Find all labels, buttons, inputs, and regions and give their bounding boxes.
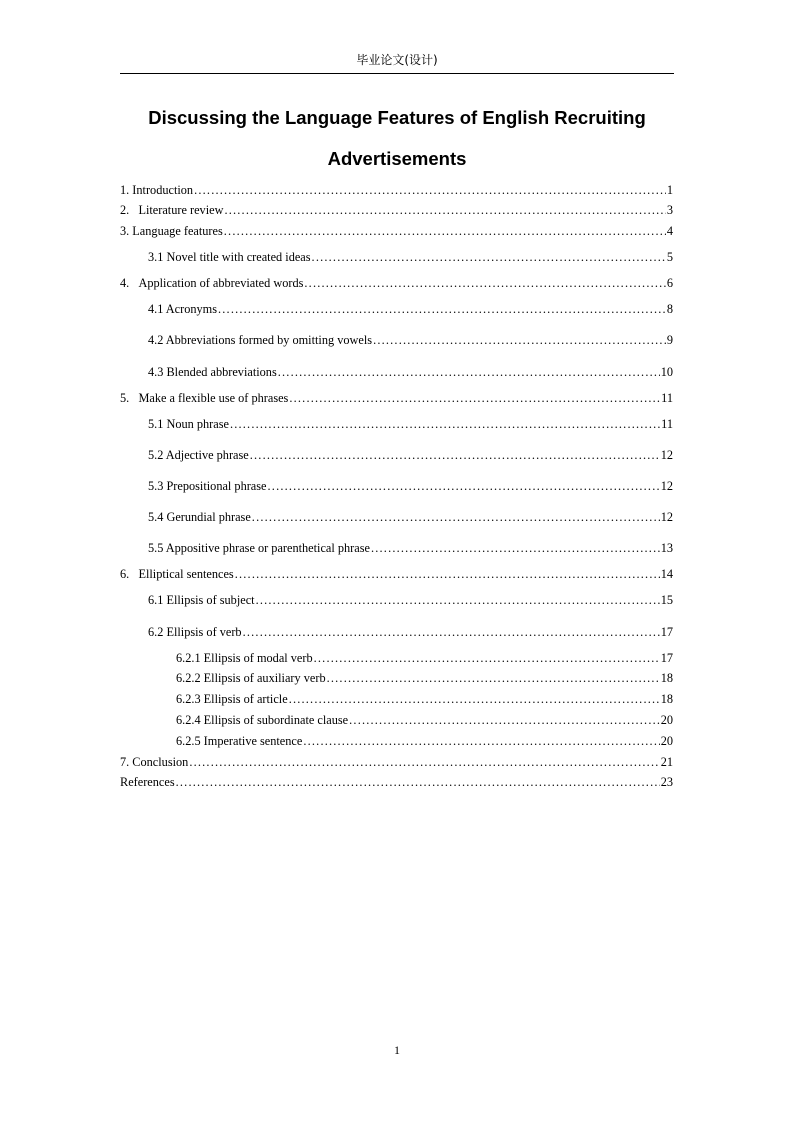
toc-entry-imperative-sentence[interactable] [176, 734, 673, 749]
toc-dot-leader [268, 479, 660, 494]
toc-dot-leader [312, 250, 666, 265]
toc-entry-omitting-vowels[interactable] [148, 333, 673, 348]
toc-entry-adjective-phrase[interactable] [148, 448, 673, 463]
toc-entry-page: 4 [666, 224, 673, 238]
toc-dot-leader [235, 567, 660, 582]
toc-entry-page: 12 [660, 479, 673, 493]
toc-entry-page: 20 [660, 734, 673, 748]
toc-entry-label: 4.1 Acronyms [148, 302, 217, 316]
toc-dot-leader [189, 755, 659, 770]
toc-entry-page: 6 [666, 276, 673, 290]
toc-entry-label: 6.2 Ellipsis of verb [148, 625, 242, 639]
toc-entry-page: 18 [660, 671, 673, 685]
toc-dot-leader [289, 391, 660, 406]
toc-entry-page: 12 [660, 448, 673, 462]
toc-entry-ellipsis-verb[interactable] [148, 625, 673, 640]
toc-entry-gerundial-phrase[interactable] [148, 510, 673, 525]
toc-entry-flexible-phrases[interactable] [120, 391, 673, 406]
toc-entry-label: 4.2 Abbreviations formed by omitting vowels [148, 333, 373, 347]
toc-entry-noun-phrase[interactable] [148, 417, 673, 432]
toc-entry-label: 1. Introduction [120, 183, 194, 197]
toc-dot-leader [230, 417, 660, 432]
toc-entry-label: 6. Elliptical sentences [120, 567, 234, 581]
toc-entry-label: 4. Application of abbreviated words [120, 276, 304, 290]
toc-entry-page: 8 [666, 302, 673, 316]
toc-entry-references[interactable] [120, 775, 673, 790]
toc-entry-page: 10 [660, 365, 673, 379]
toc-entry-ellipsis-article[interactable] [176, 692, 673, 707]
toc-entry-blended-abbreviations[interactable] [148, 365, 673, 380]
toc-entry-elliptical-sentences[interactable] [120, 567, 673, 582]
document-title-line-2: Advertisements [327, 148, 467, 169]
toc-entry-page: 14 [660, 567, 673, 581]
toc-dot-leader [327, 671, 660, 686]
toc-entry-abbreviated-words[interactable] [120, 276, 673, 291]
toc-entry-page: 23 [660, 775, 673, 789]
toc-entry-label: 2. Literature review [120, 203, 224, 217]
toc-dot-leader [224, 203, 665, 218]
toc-entry-ellipsis-auxiliary-verb[interactable] [176, 671, 673, 686]
toc-entry-page: 5 [666, 250, 673, 264]
toc-dot-leader [252, 510, 660, 525]
toc-dot-leader [218, 302, 666, 317]
toc-entry-label: 5.3 Prepositional phrase [148, 479, 267, 493]
toc-entry-page: 21 [660, 755, 673, 769]
header-rule [120, 73, 674, 74]
toc-entry-novel-title[interactable] [148, 250, 673, 265]
toc-dot-leader [371, 541, 660, 556]
toc-entry-ellipsis-subject[interactable] [148, 593, 673, 608]
toc-entry-label: 6.1 Ellipsis of subject [148, 593, 255, 607]
toc-entry-prepositional-phrase[interactable] [148, 479, 673, 494]
toc-entry-label: 6.2.5 Imperative sentence [176, 734, 303, 748]
toc-entry-appositive-phrase[interactable] [148, 541, 673, 556]
toc-entry-label: 6.2.2 Ellipsis of auxiliary verb [176, 671, 326, 685]
page-number: 1 [394, 1043, 400, 1057]
toc-entry-label: 5.4 Gerundial phrase [148, 510, 251, 524]
toc-dot-leader [278, 365, 660, 380]
toc-entry-page: 17 [660, 625, 673, 639]
toc-dot-leader [243, 625, 660, 640]
toc-entry-page: 11 [661, 417, 673, 431]
toc-entry-literature-review[interactable] [120, 203, 673, 218]
toc-dot-leader [303, 734, 659, 749]
toc-dot-leader [176, 775, 660, 790]
toc-dot-leader [250, 448, 660, 463]
running-header: 毕业论文(设计) [356, 53, 438, 67]
toc-entry-label: 5.2 Adjective phrase [148, 448, 249, 462]
toc-entry-ellipsis-subordinate-clause[interactable] [176, 713, 673, 728]
toc-entry-label: References [120, 775, 175, 789]
toc-dot-leader [314, 651, 660, 666]
toc-entry-page: 9 [666, 333, 673, 347]
toc-entry-label: 5.5 Appositive phrase or parenthetical phrase [148, 541, 370, 555]
toc-entry-page: 17 [660, 651, 673, 665]
toc-entry-conclusion[interactable] [120, 755, 673, 770]
toc-entry-label: 4.3 Blended abbreviations [148, 365, 277, 379]
document-title-line-1: Discussing the Language Features of English Recruiting [148, 107, 646, 128]
toc-entry-label: 5. Make a flexible use of phrases [120, 391, 289, 405]
toc-entry-page: 15 [660, 593, 673, 607]
toc-dot-leader [349, 713, 660, 728]
toc-entry-language-features[interactable] [120, 224, 673, 239]
toc-entry-introduction[interactable] [120, 183, 673, 198]
toc-dot-leader [256, 593, 660, 608]
toc-entry-label: 6.2.3 Ellipsis of article [176, 692, 288, 706]
toc-entry-label: 5.1 Noun phrase [148, 417, 229, 431]
toc-entry-ellipsis-modal-verb[interactable] [176, 651, 673, 666]
toc-entry-label: 3.1 Novel title with created ideas [148, 250, 311, 264]
toc-entry-page: 18 [660, 692, 673, 706]
toc-entry-page: 13 [660, 541, 673, 555]
toc-entry-page: 12 [660, 510, 673, 524]
toc-dot-leader [373, 333, 666, 348]
toc-entry-page: 1 [666, 183, 673, 197]
toc-entry-label: 3. Language features [120, 224, 223, 238]
toc-entry-acronyms[interactable] [148, 302, 673, 317]
toc-entry-label: 6.2.1 Ellipsis of modal verb [176, 651, 313, 665]
toc-dot-leader [304, 276, 665, 291]
toc-entry-page: 3 [666, 203, 673, 217]
toc-dot-leader [289, 692, 660, 707]
toc-entry-page: 11 [661, 391, 673, 405]
toc-dot-leader [194, 183, 666, 198]
toc-entry-page: 20 [660, 713, 673, 727]
toc-dot-leader [224, 224, 666, 239]
toc-entry-label: 7. Conclusion [120, 755, 189, 769]
toc-entry-label: 6.2.4 Ellipsis of subordinate clause [176, 713, 349, 727]
